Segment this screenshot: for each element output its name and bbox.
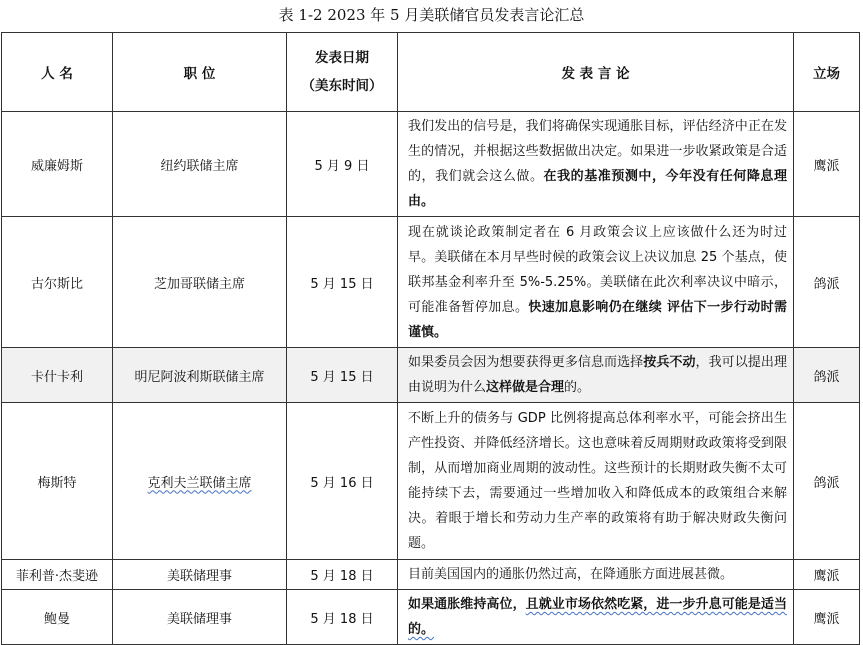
cell-position: 纽约联储主席 xyxy=(113,112,287,217)
cell-speech xyxy=(398,590,794,645)
cell-speech xyxy=(398,403,794,560)
cell-name: 古尔斯比 xyxy=(2,217,113,348)
speech-text: 的。 xyxy=(564,380,591,395)
speech-text: ，我可以提出理由说明为什么 xyxy=(408,355,787,395)
table-caption: 表 1-2 2023 年 5 月美联储官员发表言论汇总 xyxy=(278,6,585,24)
speech-text: 不断上升的债务与 GDP 比例将提高总体利率水平，可能会挤出生产性投资、并降低经济增长。这也意味着反周期财政政策将受到限制，从而增加商业周期的波动性。这些预计的长期财政失衡不太可能持续下去，需要通过一些增加收入和降低成本的政策组合来解决。着眼于增长和劳动力生产率的政策将有助于解决财政失衡问题。 xyxy=(408,411,787,551)
header-date-line1: 发表日期 xyxy=(315,50,369,66)
cell-position: 美联储理事 xyxy=(113,560,287,590)
cell-name: 菲利普·杰斐逊 xyxy=(2,560,113,590)
cell-stance: 鸽派 xyxy=(794,217,860,348)
header-row xyxy=(2,33,860,112)
cell-name: 威廉姆斯 xyxy=(2,112,113,217)
header-position: 职 位 xyxy=(113,33,287,112)
cell-position: 明尼阿波利斯联储主席 xyxy=(113,348,287,403)
table-row xyxy=(2,348,860,403)
speech-text: 现在就谈论政策制定者在 6 月政策会议上应该做什么还为时过早。美联储在本月早些时候的政策会议上决议加息 25 个基点，使联邦基金利率升至 5%-5.25%。美联储在此次利率决议中暗示，可能准备暂停加息。 xyxy=(408,224,787,315)
cell-speech xyxy=(398,348,794,403)
cell-date: 5 月 9 日 xyxy=(287,112,398,217)
cell-date: 5 月 15 日 xyxy=(287,348,398,403)
cell-stance: 鸽派 xyxy=(794,403,860,560)
speech-emphasis: 按兵不动 xyxy=(643,355,696,370)
table-row xyxy=(2,217,860,348)
speech-emphasis: 在我的基准预测中，今年没有任何降息理由。 xyxy=(408,169,787,209)
table-row xyxy=(2,560,860,590)
statements-table xyxy=(1,32,860,645)
header-date xyxy=(287,33,398,112)
cell-position xyxy=(113,403,287,560)
speech-emphasis: 这样做是合理 xyxy=(486,380,565,395)
speech-emphasis: 如果通胀维持高位， xyxy=(408,597,526,612)
cell-date: 5 月 16 日 xyxy=(287,403,398,560)
table-row xyxy=(2,403,860,560)
cell-date: 5 月 18 日 xyxy=(287,560,398,590)
cell-speech xyxy=(398,560,794,590)
cell-date: 5 月 18 日 xyxy=(287,590,398,645)
cell-position: 芝加哥联储主席 xyxy=(113,217,287,348)
cell-name: 梅斯特 xyxy=(2,403,113,560)
cell-date: 5 月 15 日 xyxy=(287,217,398,348)
position-text: 克利夫兰联储主席 xyxy=(147,475,252,491)
cell-stance: 鹰派 xyxy=(794,112,860,217)
header-name: 人 名 xyxy=(2,33,113,112)
cell-position: 美联储理事 xyxy=(113,590,287,645)
cell-stance: 鹰派 xyxy=(794,590,860,645)
speech-text: 我们发出的信号是，我们将确保实现通胀目标，评估经济中正在发生的情况，并根据这些数据做出决定。如果进一步收紧政策是合适的，我们就会这么做。 xyxy=(408,119,787,184)
header-date-line2: （美东时间） xyxy=(301,78,383,94)
cell-name: 卡什卡利 xyxy=(2,348,113,403)
speech-text: 目前美国国内的通胀仍然过高，在降通胀方面进展甚微。 xyxy=(408,567,734,582)
header-speech: 发 表 言 论 xyxy=(398,33,794,112)
cell-stance: 鸽派 xyxy=(794,348,860,403)
cell-name: 鲍曼 xyxy=(2,590,113,645)
table-row xyxy=(2,590,860,645)
header-stance: 立场 xyxy=(794,33,860,112)
cell-speech xyxy=(398,217,794,348)
speech-text: 如果委员会因为想要获得更多信息而选择 xyxy=(408,355,644,370)
speech-emphasis: 且就业市场依然吃紧，进一步升息可能是适当的。 xyxy=(408,597,787,637)
cell-speech xyxy=(398,112,794,217)
cell-stance: 鹰派 xyxy=(794,560,860,590)
speech-emphasis: 快速加息影响仍在继续 评估下一步行动时需谨慎。 xyxy=(408,299,787,340)
table-row xyxy=(2,112,860,217)
